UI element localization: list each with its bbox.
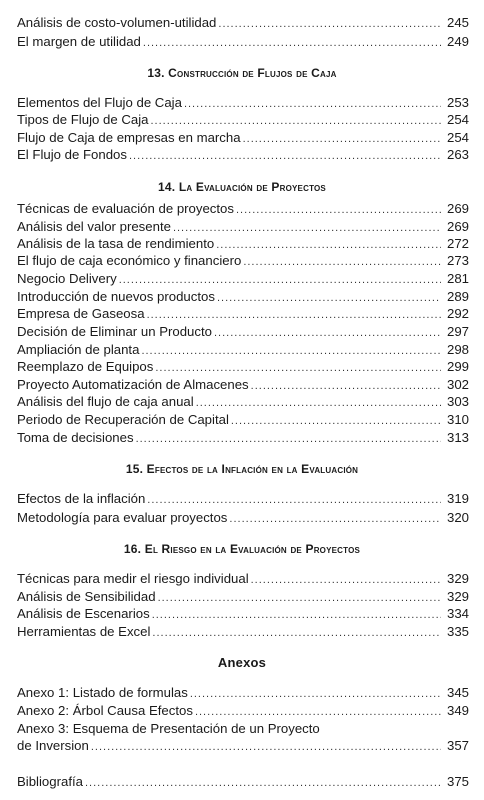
leader-dots (155, 360, 441, 377)
toc-entry (17, 623, 469, 640)
toc-entry-page: 297 (446, 324, 469, 339)
leader-dots (229, 511, 441, 528)
leader-dots (147, 307, 441, 324)
toc-entry-page: 281 (446, 271, 469, 286)
toc-entry (17, 305, 469, 322)
section-heading: 15. Efectos de la Inflación en la Evaluación (125, 462, 359, 476)
toc-entry-title: Flujo de Caja de empresas en marcha (17, 130, 241, 145)
toc-entry-page: 254 (446, 130, 469, 145)
toc-entry-page: 320 (446, 510, 469, 525)
section-heading: Anexos (217, 655, 267, 670)
toc-entry-title: Ampliación de planta (17, 342, 140, 357)
toc-entry-page: 313 (446, 430, 469, 445)
toc-entry-title: Periodo de Recuperación de Capital (17, 412, 229, 427)
toc-entry-title: Técnicas para medir el riesgo individual (17, 571, 249, 586)
toc-entry (17, 146, 469, 163)
leader-dots (236, 202, 441, 219)
toc-entry-title: El margen de utilidad (17, 34, 141, 49)
leader-dots (190, 686, 441, 703)
toc-entry-page: 303 (446, 394, 469, 409)
toc-entry-page: 334 (446, 606, 469, 621)
leader-dots (243, 254, 441, 271)
toc-entry (17, 720, 469, 754)
section-heading: 16. El Riesgo en la Evaluación de Proyectos (123, 542, 361, 556)
toc-entry (17, 323, 469, 340)
toc-entry (17, 129, 469, 146)
toc-entry (17, 235, 469, 252)
toc-entry-title: Análisis del valor presente (17, 219, 171, 234)
toc-entry-title: Técnicas de evaluación de proyectos (17, 201, 234, 216)
toc-entry-title-continued: de Inversion (17, 738, 89, 753)
toc-entry (17, 111, 469, 128)
toc-entry-page: 269 (446, 219, 469, 234)
toc-entry (17, 376, 469, 393)
toc-entry (17, 252, 469, 269)
toc-entry-page: 329 (446, 589, 469, 604)
toc-entry-title: Análisis de la tasa de rendimiento (17, 236, 215, 251)
toc-entry (17, 570, 469, 587)
toc-entry-title: Efectos de la inflación (17, 491, 146, 506)
toc-entry (17, 588, 469, 605)
toc-entry-title: Análisis del flujo de caja anual (17, 394, 194, 409)
leader-dots (231, 413, 441, 430)
toc-entry (17, 393, 469, 410)
toc-entry (17, 270, 469, 287)
toc-entry (17, 702, 469, 719)
toc-entry-page: 263 (446, 147, 469, 162)
toc-entry (17, 94, 469, 111)
leader-dots (147, 492, 441, 509)
toc-entry-page: 249 (446, 34, 469, 49)
leader-dots (218, 16, 441, 33)
leader-dots (251, 572, 441, 589)
toc-entry (17, 411, 469, 428)
toc-entry-page: 292 (446, 306, 469, 321)
toc-entry-title: Anexo 1: Listado de formulas (17, 685, 188, 700)
toc-entry-page: 349 (446, 703, 469, 718)
toc-entry (17, 341, 469, 358)
toc-entry-title: El flujo de caja económico y financiero (17, 253, 242, 268)
toc-entry-page: 345 (446, 685, 469, 700)
toc-entry-title: Anexo 3: Esquema de Presentación de un Proyecto (17, 721, 320, 736)
toc-entry-page: 310 (446, 412, 469, 427)
toc-entry (17, 684, 469, 701)
leader-dots (195, 704, 441, 721)
toc-entry-page: 272 (446, 236, 469, 251)
toc-entry-title: Herramientas de Excel (17, 624, 151, 639)
toc-entry-page: 245 (446, 15, 469, 30)
toc-entry-title: Reemplazo de Equipos (17, 359, 154, 374)
toc-entry-title: Decisión de Eliminar un Producto (17, 324, 212, 339)
leader-dots (152, 625, 441, 642)
toc-entry-title: Negocio Delivery (17, 271, 117, 286)
toc-entry (17, 14, 469, 31)
toc-entry-page: 289 (446, 289, 469, 304)
toc-entry (17, 33, 469, 50)
toc-entry-title: Análisis de costo-volumen-utilidad (17, 15, 217, 30)
toc-entry-title: El Flujo de Fondos (17, 147, 127, 162)
leader-dots (214, 325, 441, 342)
toc-entry-title: Tipos de Flujo de Caja (17, 112, 149, 127)
leader-dots (152, 607, 441, 624)
toc-entry-title: Bibliografía (17, 774, 83, 789)
toc-entry-page: 269 (446, 201, 469, 216)
toc-entry-page: 329 (446, 571, 469, 586)
leader-dots (136, 431, 441, 448)
toc-entry-page: 253 (446, 95, 469, 110)
toc-entry (17, 605, 469, 622)
leader-dots (196, 395, 441, 412)
toc-entry (17, 490, 469, 507)
toc-entry-page: 335 (446, 624, 469, 639)
section-heading: 14. La Evaluación de Proyectos (158, 180, 326, 194)
leader-dots (143, 35, 441, 52)
toc-entry-title: Análisis de Sensibilidad (17, 589, 156, 604)
section-heading: 13. Construcción de Flujos de Caja (147, 66, 337, 80)
leader-dots (150, 113, 441, 130)
toc-entry-title: Empresa de Gaseosa (17, 306, 145, 321)
toc-entry (17, 429, 469, 446)
toc-entry (17, 358, 469, 375)
toc-entry-page: 299 (446, 359, 469, 374)
toc-entry-page: 319 (446, 491, 469, 506)
toc-entry-page: 254 (446, 112, 469, 127)
toc-entry-page: 357 (446, 738, 469, 753)
toc-entry (17, 288, 469, 305)
toc-entry (17, 509, 469, 526)
toc-entry (17, 773, 469, 790)
leader-dots (91, 739, 441, 756)
toc-entry-title: Análisis de Escenarios (17, 606, 150, 621)
toc-entry-title: Toma de decisiones (17, 430, 134, 445)
toc-entry (17, 218, 469, 235)
toc-entry-title: Metodología para evaluar proyectos (17, 510, 228, 525)
toc-entry-title: Anexo 2: Árbol Causa Efectos (17, 703, 193, 718)
leader-dots (85, 775, 441, 792)
leader-dots (129, 148, 441, 165)
toc-entry-title: Proyecto Automatización de Almacenes (17, 377, 249, 392)
toc-entry-page: 273 (446, 253, 469, 268)
leader-dots (119, 272, 441, 289)
toc-entry-page: 302 (446, 377, 469, 392)
toc-entry (17, 200, 469, 217)
toc-entry-title: Elementos del Flujo de Caja (17, 95, 182, 110)
toc-entry-page: 298 (446, 342, 469, 357)
toc-entry-page: 375 (446, 774, 469, 789)
toc-entry-title: Introducción de nuevos productos (17, 289, 215, 304)
